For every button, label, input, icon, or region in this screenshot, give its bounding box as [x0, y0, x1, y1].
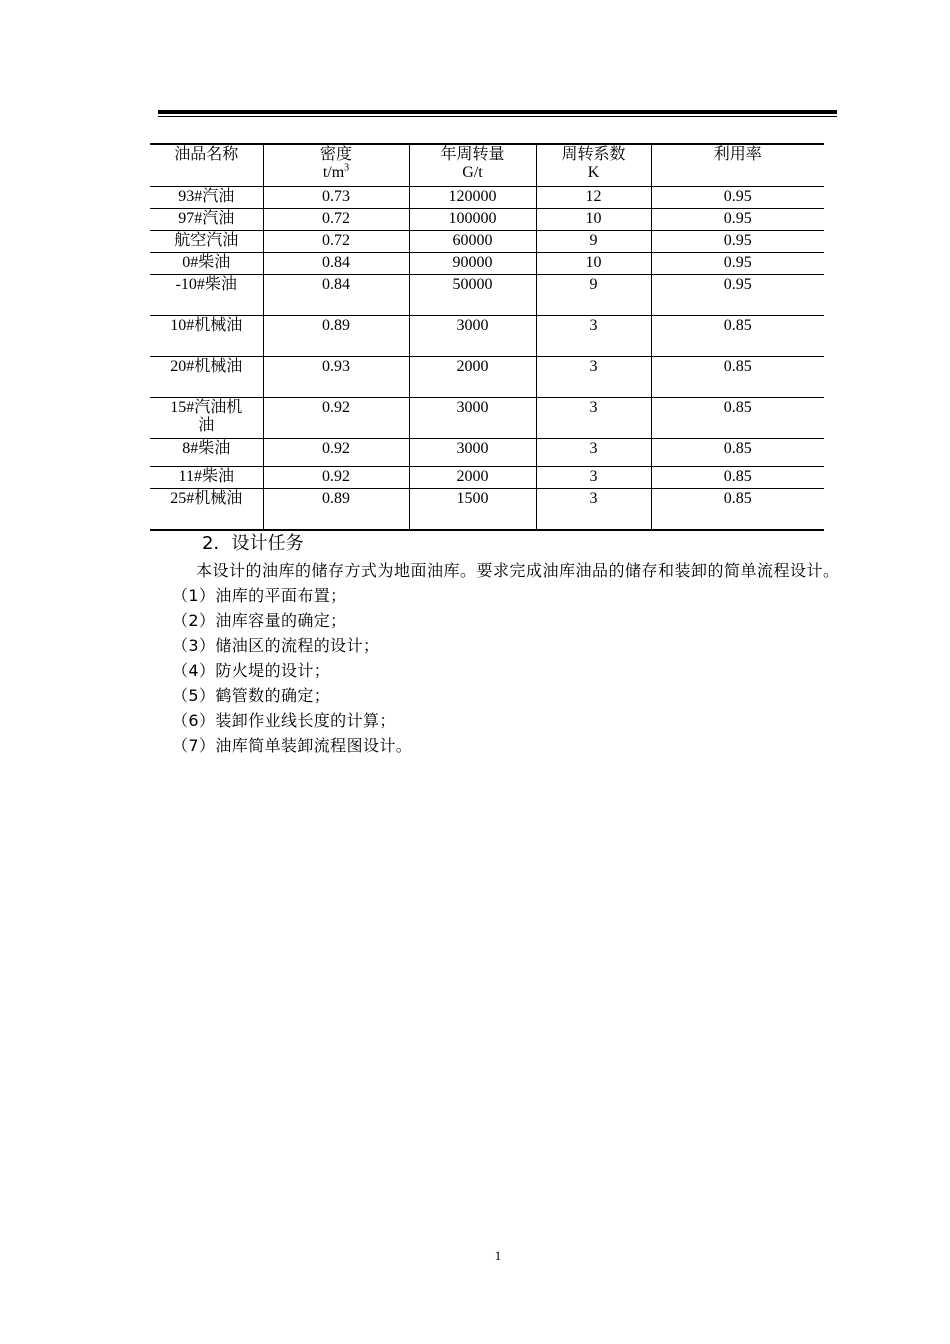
table-cell: 0.92	[263, 467, 409, 489]
header-density	[263, 144, 409, 187]
table-cell: 0.95	[651, 209, 824, 231]
header-utilization-rate	[651, 144, 824, 187]
table-cell: 0.93	[263, 357, 409, 398]
table-cell: 93#汽油	[150, 187, 263, 209]
table-cell: 0.95	[651, 231, 824, 253]
table-cell: 20#机械油	[150, 357, 263, 398]
header-product-name	[150, 144, 263, 187]
header-turnover-coefficient	[536, 144, 651, 187]
header-turnover-coefficient-label: 周转系数	[561, 146, 626, 163]
task-item: （1）油库的平面布置；	[172, 586, 347, 605]
table-cell: 0.85	[651, 439, 824, 467]
table-cell: 1500	[409, 489, 536, 531]
table-cell: 3	[536, 467, 651, 489]
table-row	[150, 439, 824, 467]
header-turnover-coefficient-unit: K	[587, 164, 600, 181]
header-rule-thin	[158, 116, 837, 117]
table-cell: 0.92	[263, 398, 409, 439]
header-annual-turnover-label: 年周转量	[440, 146, 505, 163]
table-cell: 9	[536, 275, 651, 316]
page-number: 1	[494, 1248, 502, 1263]
table-cell: 3	[536, 439, 651, 467]
task-item: （5）鹤管数的确定；	[172, 686, 331, 705]
table-cell: 0.89	[263, 489, 409, 531]
table-row	[150, 231, 824, 253]
table-cell: -10#柴油	[150, 275, 263, 316]
header-utilization-rate-label: 利用率	[713, 146, 762, 163]
table-cell: 15#汽油机油	[150, 398, 263, 439]
task-item: （4）防火堤的设计；	[172, 661, 331, 680]
table-cell: 0.85	[651, 398, 824, 439]
table-cell: 2000	[409, 357, 536, 398]
table-cell: 3000	[409, 398, 536, 439]
table-cell: 3000	[409, 316, 536, 357]
section-intro: 本设计的油库的储存方式为地面油库。要求完成油库油品的储存和装卸的简单流程设计。	[196, 561, 840, 580]
table-row	[150, 398, 824, 439]
table-cell: 3	[536, 316, 651, 357]
table-cell: 120000	[409, 187, 536, 209]
table-cell: 50000	[409, 275, 536, 316]
table-cell: 0.85	[651, 316, 824, 357]
task-item: （2）油库容量的确定；	[172, 611, 347, 630]
table-cell: 60000	[409, 231, 536, 253]
oil-product-table	[150, 143, 824, 531]
table-cell: 90000	[409, 253, 536, 275]
table-cell: 0.72	[263, 209, 409, 231]
section-title: 2．设计任务	[202, 533, 304, 554]
table-row	[150, 187, 824, 209]
table-header-row	[150, 144, 824, 187]
table-cell: 100000	[409, 209, 536, 231]
header-annual-turnover-unit: G/t	[462, 164, 483, 181]
table-cell: 0.73	[263, 187, 409, 209]
design-task-section	[150, 530, 840, 758]
table-row	[150, 467, 824, 489]
table-cell: 3	[536, 357, 651, 398]
table-cell: 0.95	[651, 253, 824, 275]
task-item: （3）储油区的流程的设计；	[172, 636, 380, 655]
table-cell: 97#汽油	[150, 209, 263, 231]
table-cell: 25#机械油	[150, 489, 263, 531]
header-density-unit: $t/m^3$	[322, 162, 350, 181]
table-cell: 10#机械油	[150, 316, 263, 357]
table-cell: 0.84	[263, 275, 409, 316]
table-cell: 0.85	[651, 489, 824, 531]
task-item: （6）装卸作业线长度的计算；	[172, 711, 396, 730]
table-cell: 3000	[409, 439, 536, 467]
header-rule	[158, 110, 837, 114]
table-cell: 8#柴油	[150, 439, 263, 467]
table-cell: 0#柴油	[150, 253, 263, 275]
table-cell: 2000	[409, 467, 536, 489]
table-row	[150, 275, 824, 316]
table-cell: 10	[536, 209, 651, 231]
table-cell: 3	[536, 398, 651, 439]
table-cell: 0.84	[263, 253, 409, 275]
table-cell: 9	[536, 231, 651, 253]
task-list	[150, 583, 840, 758]
header-annual-turnover	[409, 144, 536, 187]
table-cell: 11#柴油	[150, 467, 263, 489]
table-row	[150, 253, 824, 275]
header-product-name-label: 油品名称	[174, 146, 239, 163]
table-cell: 0.92	[263, 439, 409, 467]
table-row	[150, 357, 824, 398]
table-cell: 10	[536, 253, 651, 275]
table-cell: 0.95	[651, 187, 824, 209]
table-cell: 0.95	[651, 275, 824, 316]
table-cell: 0.85	[651, 357, 824, 398]
table-row	[150, 209, 824, 231]
table-row	[150, 489, 824, 531]
table-cell: 3	[536, 489, 651, 531]
table-row	[150, 316, 824, 357]
header-density-label: 密度	[319, 146, 352, 163]
table-cell: 12	[536, 187, 651, 209]
table-body	[150, 187, 824, 531]
table-cell: 0.89	[263, 316, 409, 357]
table-cell: 0.72	[263, 231, 409, 253]
table-cell: 0.85	[651, 467, 824, 489]
task-item: （7）油库简单装卸流程图设计。	[172, 736, 413, 755]
table-cell: 航空汽油	[150, 231, 263, 253]
